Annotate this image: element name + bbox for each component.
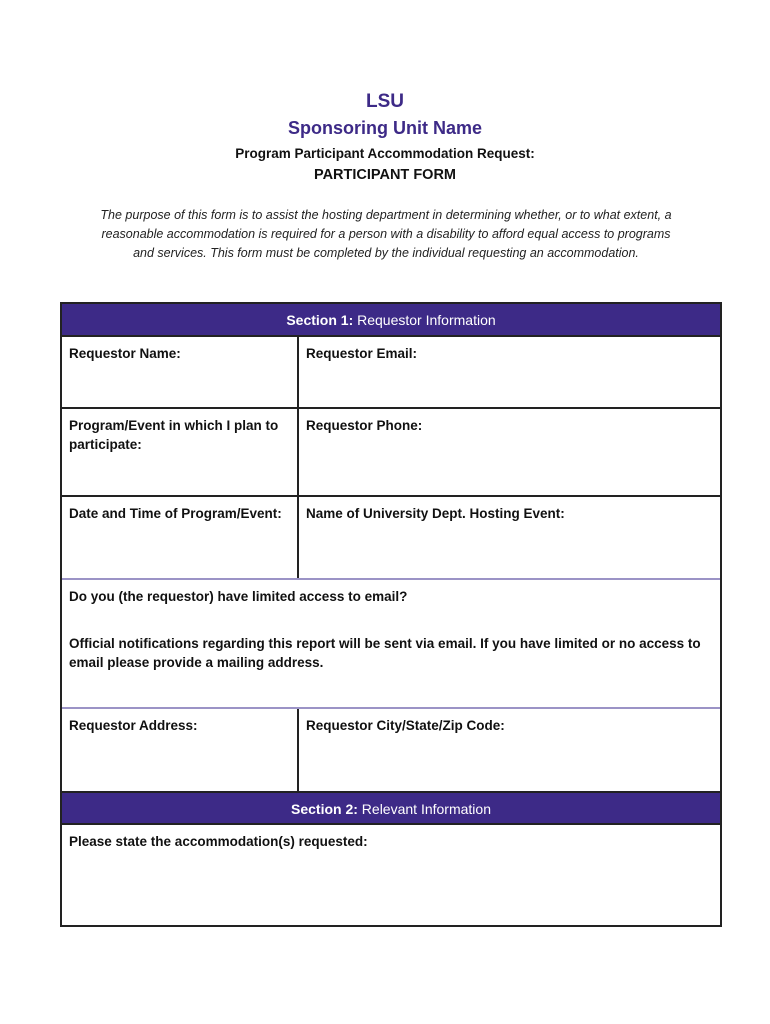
requestor-address-field[interactable] bbox=[62, 709, 299, 791]
email-access-field[interactable] bbox=[62, 580, 720, 709]
date-time-label: Date and Time of Program/Event: bbox=[69, 506, 282, 521]
section-2-header bbox=[62, 791, 720, 825]
row-name-email bbox=[62, 337, 720, 409]
city-state-zip-label: Requestor City/State/Zip Code: bbox=[306, 718, 505, 733]
request-form bbox=[60, 302, 722, 927]
org-name: LSU bbox=[366, 91, 404, 112]
hosting-dept-label: Name of University Dept. Hosting Event: bbox=[306, 506, 565, 521]
requestor-name-field[interactable] bbox=[62, 337, 299, 407]
email-notice: Official notifications regarding this report will be sent via email. If you have limited or no access to email please provide a mailing address. bbox=[69, 636, 701, 670]
section-1-title: Requestor Information bbox=[357, 312, 496, 328]
accommodations-field[interactable] bbox=[62, 825, 720, 925]
city-state-zip-field[interactable] bbox=[299, 709, 720, 791]
requestor-name-label: Requestor Name: bbox=[69, 346, 181, 361]
section-1-prefix: Section 1: bbox=[286, 312, 354, 328]
requestor-phone-label: Requestor Phone: bbox=[306, 418, 423, 433]
program-event-label: Program/Event in which I plan to participate: bbox=[69, 418, 279, 452]
section-2-prefix: Section 2: bbox=[291, 801, 358, 817]
row-program-phone bbox=[62, 409, 720, 497]
requestor-email-field[interactable] bbox=[299, 337, 720, 407]
sponsoring-unit-name: Sponsoring Unit Name bbox=[287, 118, 482, 138]
email-access-question: Do you (the requestor) have limited access to email? bbox=[69, 589, 408, 604]
intro-paragraph: The purpose of this form is to assist the hosting department in determining whether, or to what extent, a reasonable accommodation is required for a person with a disability to afford equal access to programs and services. This form must be completed by the individual requesting an accommodation. bbox=[100, 208, 672, 260]
row-datetime-dept bbox=[62, 497, 720, 580]
section-2-title: Relevant Information bbox=[361, 801, 491, 817]
form-subtitle: Program Participant Accommodation Request: bbox=[235, 146, 535, 161]
section-1-header bbox=[62, 302, 720, 337]
requestor-address-label: Requestor Address: bbox=[69, 718, 198, 733]
form-header bbox=[0, 90, 770, 186]
hosting-dept-field[interactable] bbox=[299, 497, 720, 578]
requestor-email-label: Requestor Email: bbox=[306, 346, 418, 361]
row-address bbox=[62, 709, 720, 791]
date-time-field[interactable] bbox=[62, 497, 299, 578]
requestor-phone-field[interactable] bbox=[299, 409, 720, 495]
form-name: PARTICIPANT FORM bbox=[313, 167, 457, 183]
program-event-field[interactable] bbox=[62, 409, 299, 495]
accommodations-label: Please state the accommodation(s) requested: bbox=[69, 834, 368, 849]
